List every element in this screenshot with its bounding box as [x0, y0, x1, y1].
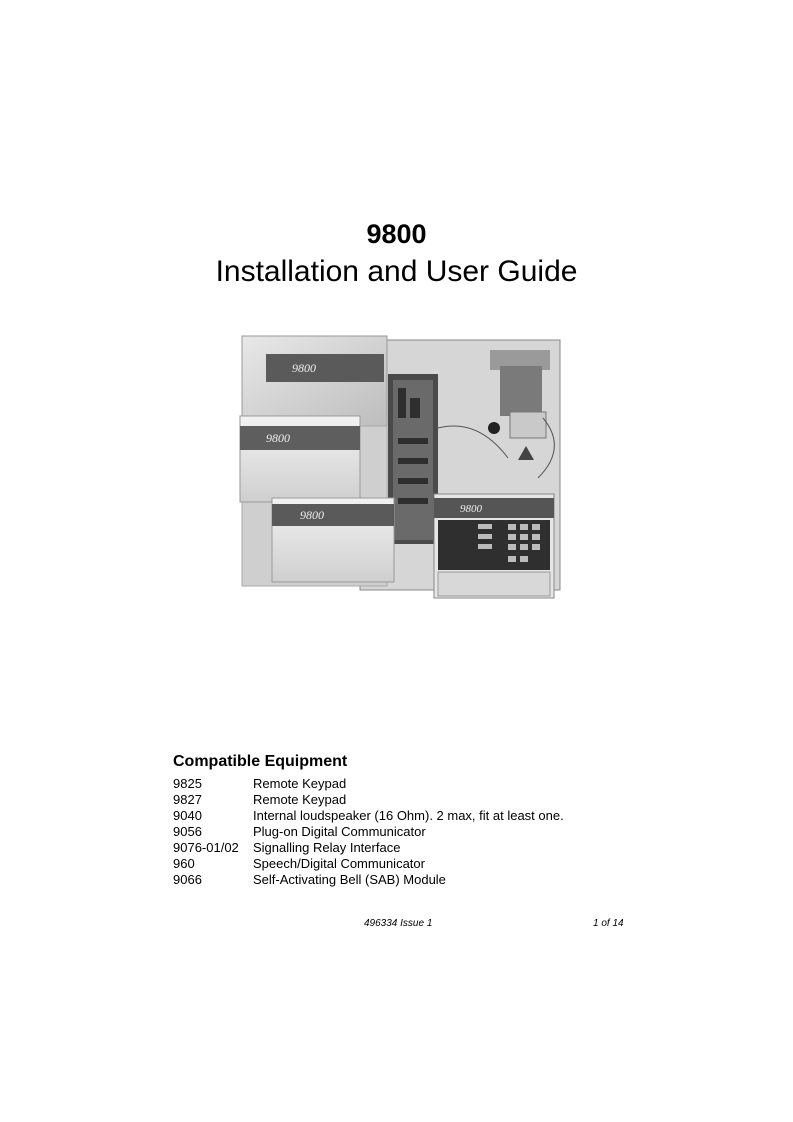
- control-panel-photo-icon: [238, 328, 568, 600]
- list-item: [173, 872, 564, 888]
- equipment-code: 960: [173, 856, 195, 871]
- equipment-code: 9066: [173, 872, 202, 887]
- equipment-code: 9076-01/02: [173, 840, 239, 855]
- equipment-description: Internal loudspeaker (16 Ohm). 2 max, fit at least one.: [253, 808, 564, 823]
- svg-text:9800: 9800: [266, 431, 290, 445]
- svg-text:9800: 9800: [460, 503, 482, 515]
- equipment-code: 9827: [173, 792, 202, 807]
- panel-label: 9800: [292, 361, 316, 375]
- equipment-description: Signalling Relay Interface: [253, 840, 401, 855]
- equipment-description: Plug-on Digital Communicator: [253, 824, 426, 839]
- equipment-description: Remote Keypad: [253, 776, 347, 791]
- compatible-equipment-list: [173, 776, 564, 888]
- list-item: [173, 824, 564, 840]
- page-number: 1 of 14: [593, 918, 624, 929]
- equipment-description: Remote Keypad: [253, 792, 347, 807]
- compatible-equipment-heading: Compatible Equipment: [173, 753, 348, 770]
- list-item: [173, 856, 564, 872]
- document-reference: 496334 Issue 1: [364, 918, 433, 929]
- list-item: [173, 776, 564, 792]
- document-title: Installation and User Guide: [215, 255, 578, 288]
- equipment-code: 9040: [173, 808, 202, 823]
- equipment-description: Self-Activating Bell (SAB) Module: [253, 872, 446, 887]
- svg-text:9800: 9800: [300, 508, 324, 522]
- equipment-description: Speech/Digital Communicator: [253, 856, 425, 871]
- document-model-number: 9800: [366, 219, 427, 249]
- list-item: [173, 840, 564, 856]
- list-item: [173, 808, 564, 824]
- equipment-code: 9825: [173, 776, 202, 791]
- list-item: [173, 792, 564, 808]
- equipment-code: 9056: [173, 824, 202, 839]
